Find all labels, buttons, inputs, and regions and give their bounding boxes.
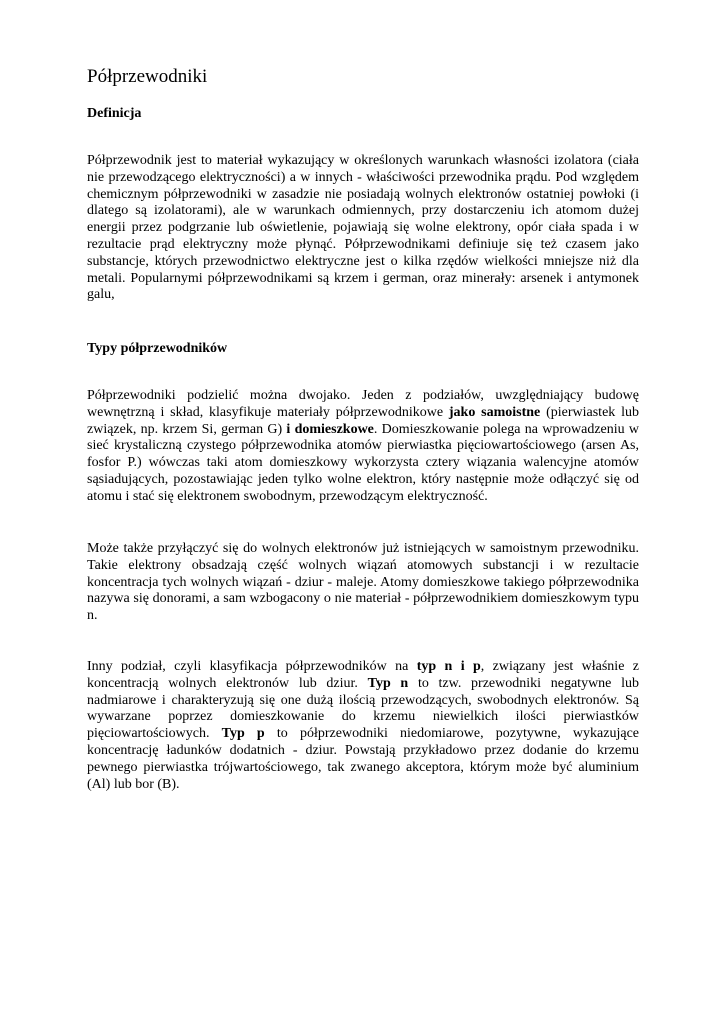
bold-term-domieszkowe: i domieszkowe xyxy=(286,421,374,437)
definition-paragraph: Półprzewodnik jest to materiał wykazujący w określonych warunkach własności izolatora (ciała nie przewodzącego elektryczności) a w innych - właściwości przewodnika prądu. Pod względem chemicznym półprzewodniki w zasadzie nie posiadają wolnych elektronów ostatniej powłoki (i dlatego są izolatorami), ale w warunkach odmiennych, przy dostarczeniu ich atomom dużej energii przez podgrzanie lub oświetlenie, pojawiają się wolne elektrony, opór ciała spada i w rezultacie prąd elektryczny może płynąć. Półprzewodnikami definiuje się też czasem jako substancje, których przewodnictwo elektryczne jest o kilka rzędów wielkości mniejsze niż dla metali. Popularnymi półprzewodnikami są krzem i german, oraz minerały: arsenek i antymonek galu, xyxy=(87,153,639,303)
types-paragraph-1 xyxy=(87,388,639,506)
bold-term-typ-n-i-p: typ n i p xyxy=(416,659,481,674)
section-heading-definicja: Definicja xyxy=(87,106,142,121)
text-run: to półprzewodniki niedomiarowe, pozytywne, wykazujące koncentrację ładunków dodatnich - dziur. Powstają przykładowo przez dodanie do krzemu pewnego pierwiastka trójwartościowego, tak zwanego akceptora, którym może być aluminium (Al) lub bor (B). xyxy=(87,726,639,792)
bold-term-samoistne: jako samoistne xyxy=(448,404,541,420)
text-run: (pierwiastek lub związek, np. krzem Si, german G) xyxy=(87,404,639,437)
bold-term-typ-p: Typ p xyxy=(221,726,265,742)
bold-term-typ-n: Typ n xyxy=(367,675,409,691)
types-paragraph-3 xyxy=(87,659,639,793)
text-run: Inny podział, czyli klasyfikacja półprzewodników na xyxy=(87,659,417,674)
text-run: Półprzewodniki podzielić można dwojako. Jeden z podziałów, uwzględniający budowę wewnętrzną i skład, klasyfikuje materiały półprzewodnikowe xyxy=(87,388,639,420)
text-run: to tzw. przewodniki negatywne lub nadmiarowe i charakteryzują się one dużą ilością przewodzących, swobodnych elektronów. Są wywarzane poprzez domieszkowanie do krzemu niewielkich ilości pierwiastków pięciowartościowych. xyxy=(87,675,639,742)
text-run: , związany jest właśnie z koncentracją wolnych elektronów lub dziur. xyxy=(87,659,639,691)
text-run: . Domieszkowanie polega na wprowadzeniu w sieć krystaliczną czystego półprzewodnika atomów pierwiastka pięciowartościowego (arsen As, fosfor P.) wówczas taki atom domieszkowy wykorzysta cztery wiązania walencyjne atomów sąsiadujących, pozostawiając jeden tylko wolne elektron, który następnie może odłączyć się od atomu i stać się elektronem swobodnym, przewodzącym elektryczność. xyxy=(87,421,640,504)
types-paragraph-2: Może także przyłączyć się do wolnych elektronów już istniejących w samoistnym przewodniku. Takie elektrony obsadzają część wolnych wiązań atomowych substancji i w rezultacie koncentracja tych wolnych wiązań - dziur - maleje. Atomy domieszkowe takiego półprzewodnika nazywa się donorami, a sam wzbogacony o nie materiał - półprzewodnikiem domieszkowym typu n. xyxy=(87,541,639,624)
document-title: Półprzewodniki xyxy=(87,66,208,87)
section-heading-typy: Typy półprzewodników xyxy=(87,341,228,356)
